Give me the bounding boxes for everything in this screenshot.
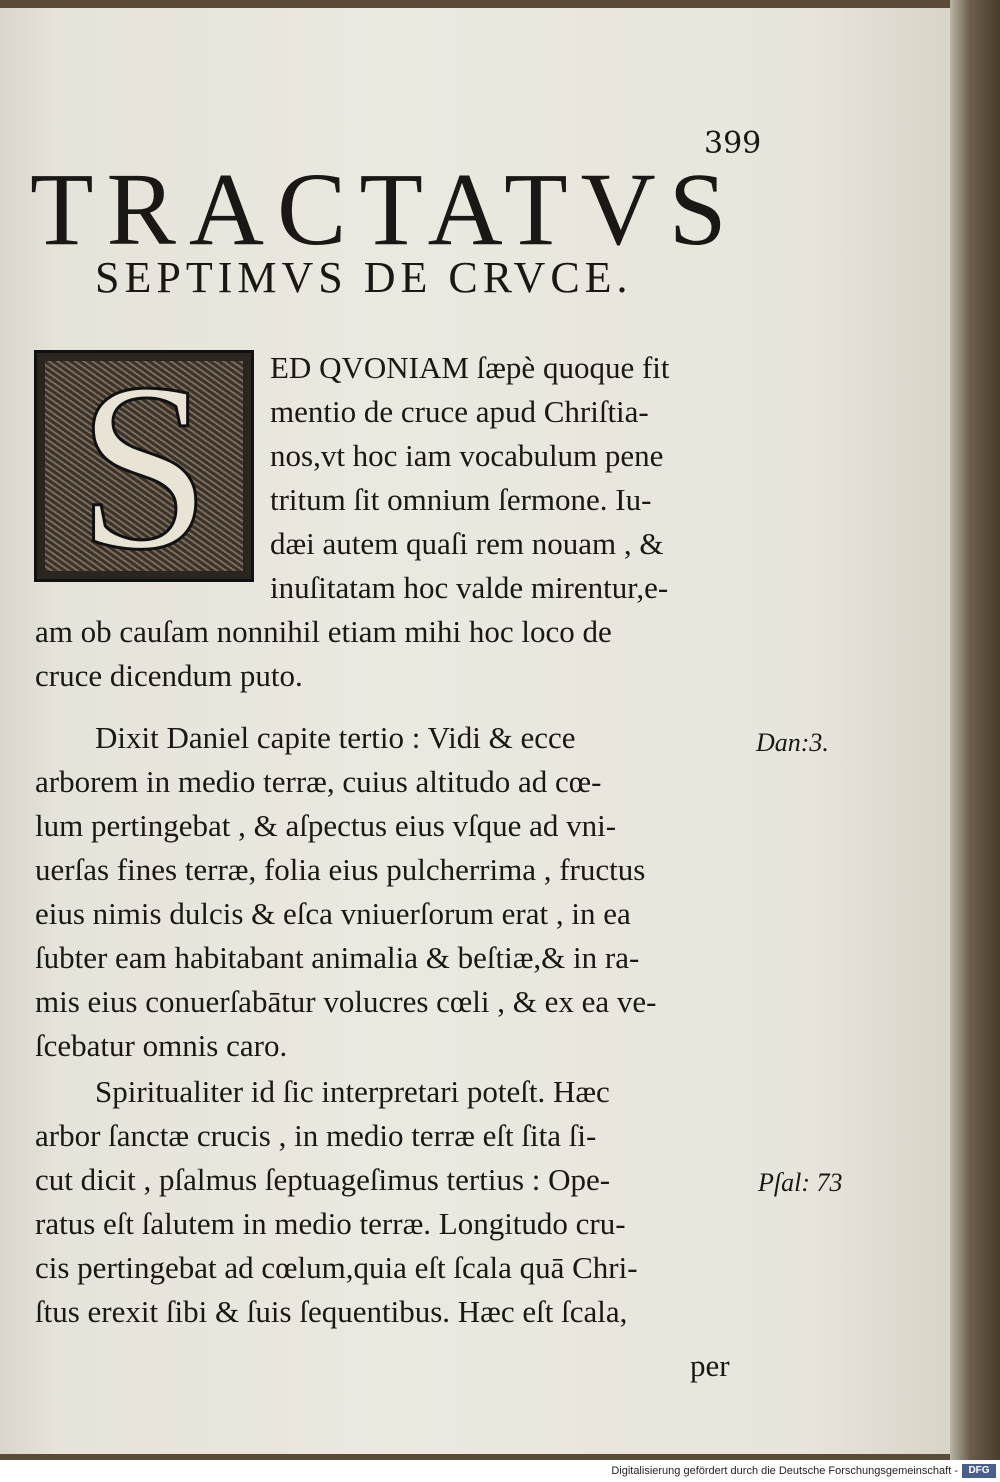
- text-line: cruce dicendum puto.: [35, 658, 303, 693]
- text-line: am ob cauſam nonnihil etiam mihi hoc loco de: [35, 614, 612, 649]
- text-line: ſubter eam habitabant animalia & beſtiæ,& in ra-: [35, 940, 640, 975]
- text-line: eius nimis dulcis & eſca vniuerſorum erat , in ea: [35, 896, 631, 931]
- page-title: TRACTATVS: [30, 152, 740, 267]
- text-line: mentio de cruce apud Chriſtia-: [270, 394, 649, 429]
- text-line: ratus eſt ſalutem in medio terræ. Longitudo cru-: [35, 1206, 626, 1241]
- text-line: uerſas fines terræ, folia eius pulcherrima , fructus: [35, 852, 646, 887]
- text-line: tritum ſit omnium ſermone. Iu-: [270, 482, 652, 517]
- catchword: per: [690, 1348, 730, 1383]
- text-line: nos,vt hoc iam vocabulum pene: [270, 438, 664, 473]
- text-line: ED QVONIAM ſæpè quoque fit: [270, 350, 670, 385]
- text-line: arbor ſanctæ crucis , in medio terræ eſt ſita ſi-: [35, 1118, 597, 1153]
- book-page: [0, 8, 950, 1454]
- page-subtitle: SEPTIMVS DE CRVCE.: [95, 253, 633, 302]
- text-line: mis eius conuerſabātur volucres cœli , & ex ea ve-: [35, 984, 657, 1019]
- text-line: ſcebatur omnis caro.: [35, 1028, 288, 1063]
- text-line: lum pertingebat , & aſpectus eius vſque ad vni-: [35, 808, 617, 843]
- text-line: Spiritualiter id ſic interpretari poteſt. Hæc: [95, 1074, 610, 1109]
- margin-note-daniel: Dan:3.: [756, 728, 829, 757]
- page-number: 399: [704, 126, 762, 161]
- text-line: ſtus erexit ſibi & ſuis ſequentibus. Hæc eſt ſcala,: [35, 1294, 628, 1329]
- footer-credit: Digitalisierung gefördert durch die Deutsche Forschungsgemeinschaft -: [611, 1465, 958, 1477]
- dfg-logo: DFG: [962, 1464, 996, 1478]
- footer-bar: [0, 1460, 1000, 1482]
- text-line: Dixit Daniel capite tertio : Vidi & ecce: [95, 720, 576, 755]
- margin-note-psalm: Pſal: 73: [758, 1168, 843, 1197]
- text-line: inuſitatam hoc valde mirentur,e-: [270, 570, 669, 605]
- dropcap-letter: S: [77, 333, 211, 599]
- text-line: dæi autem quaſi rem nouam , &: [270, 526, 664, 561]
- dropcap-woodcut: [34, 333, 254, 599]
- page-edge: [950, 0, 1000, 1460]
- text-line: cut dicit , pſalmus ſeptuageſimus tertius : Ope-: [35, 1162, 611, 1197]
- text-line: cis pertingebat ad cœlum,quia eſt ſcala quā Chri-: [35, 1250, 638, 1285]
- text-line: arborem in medio terræ, cuius altitudo ad cœ-: [35, 764, 602, 799]
